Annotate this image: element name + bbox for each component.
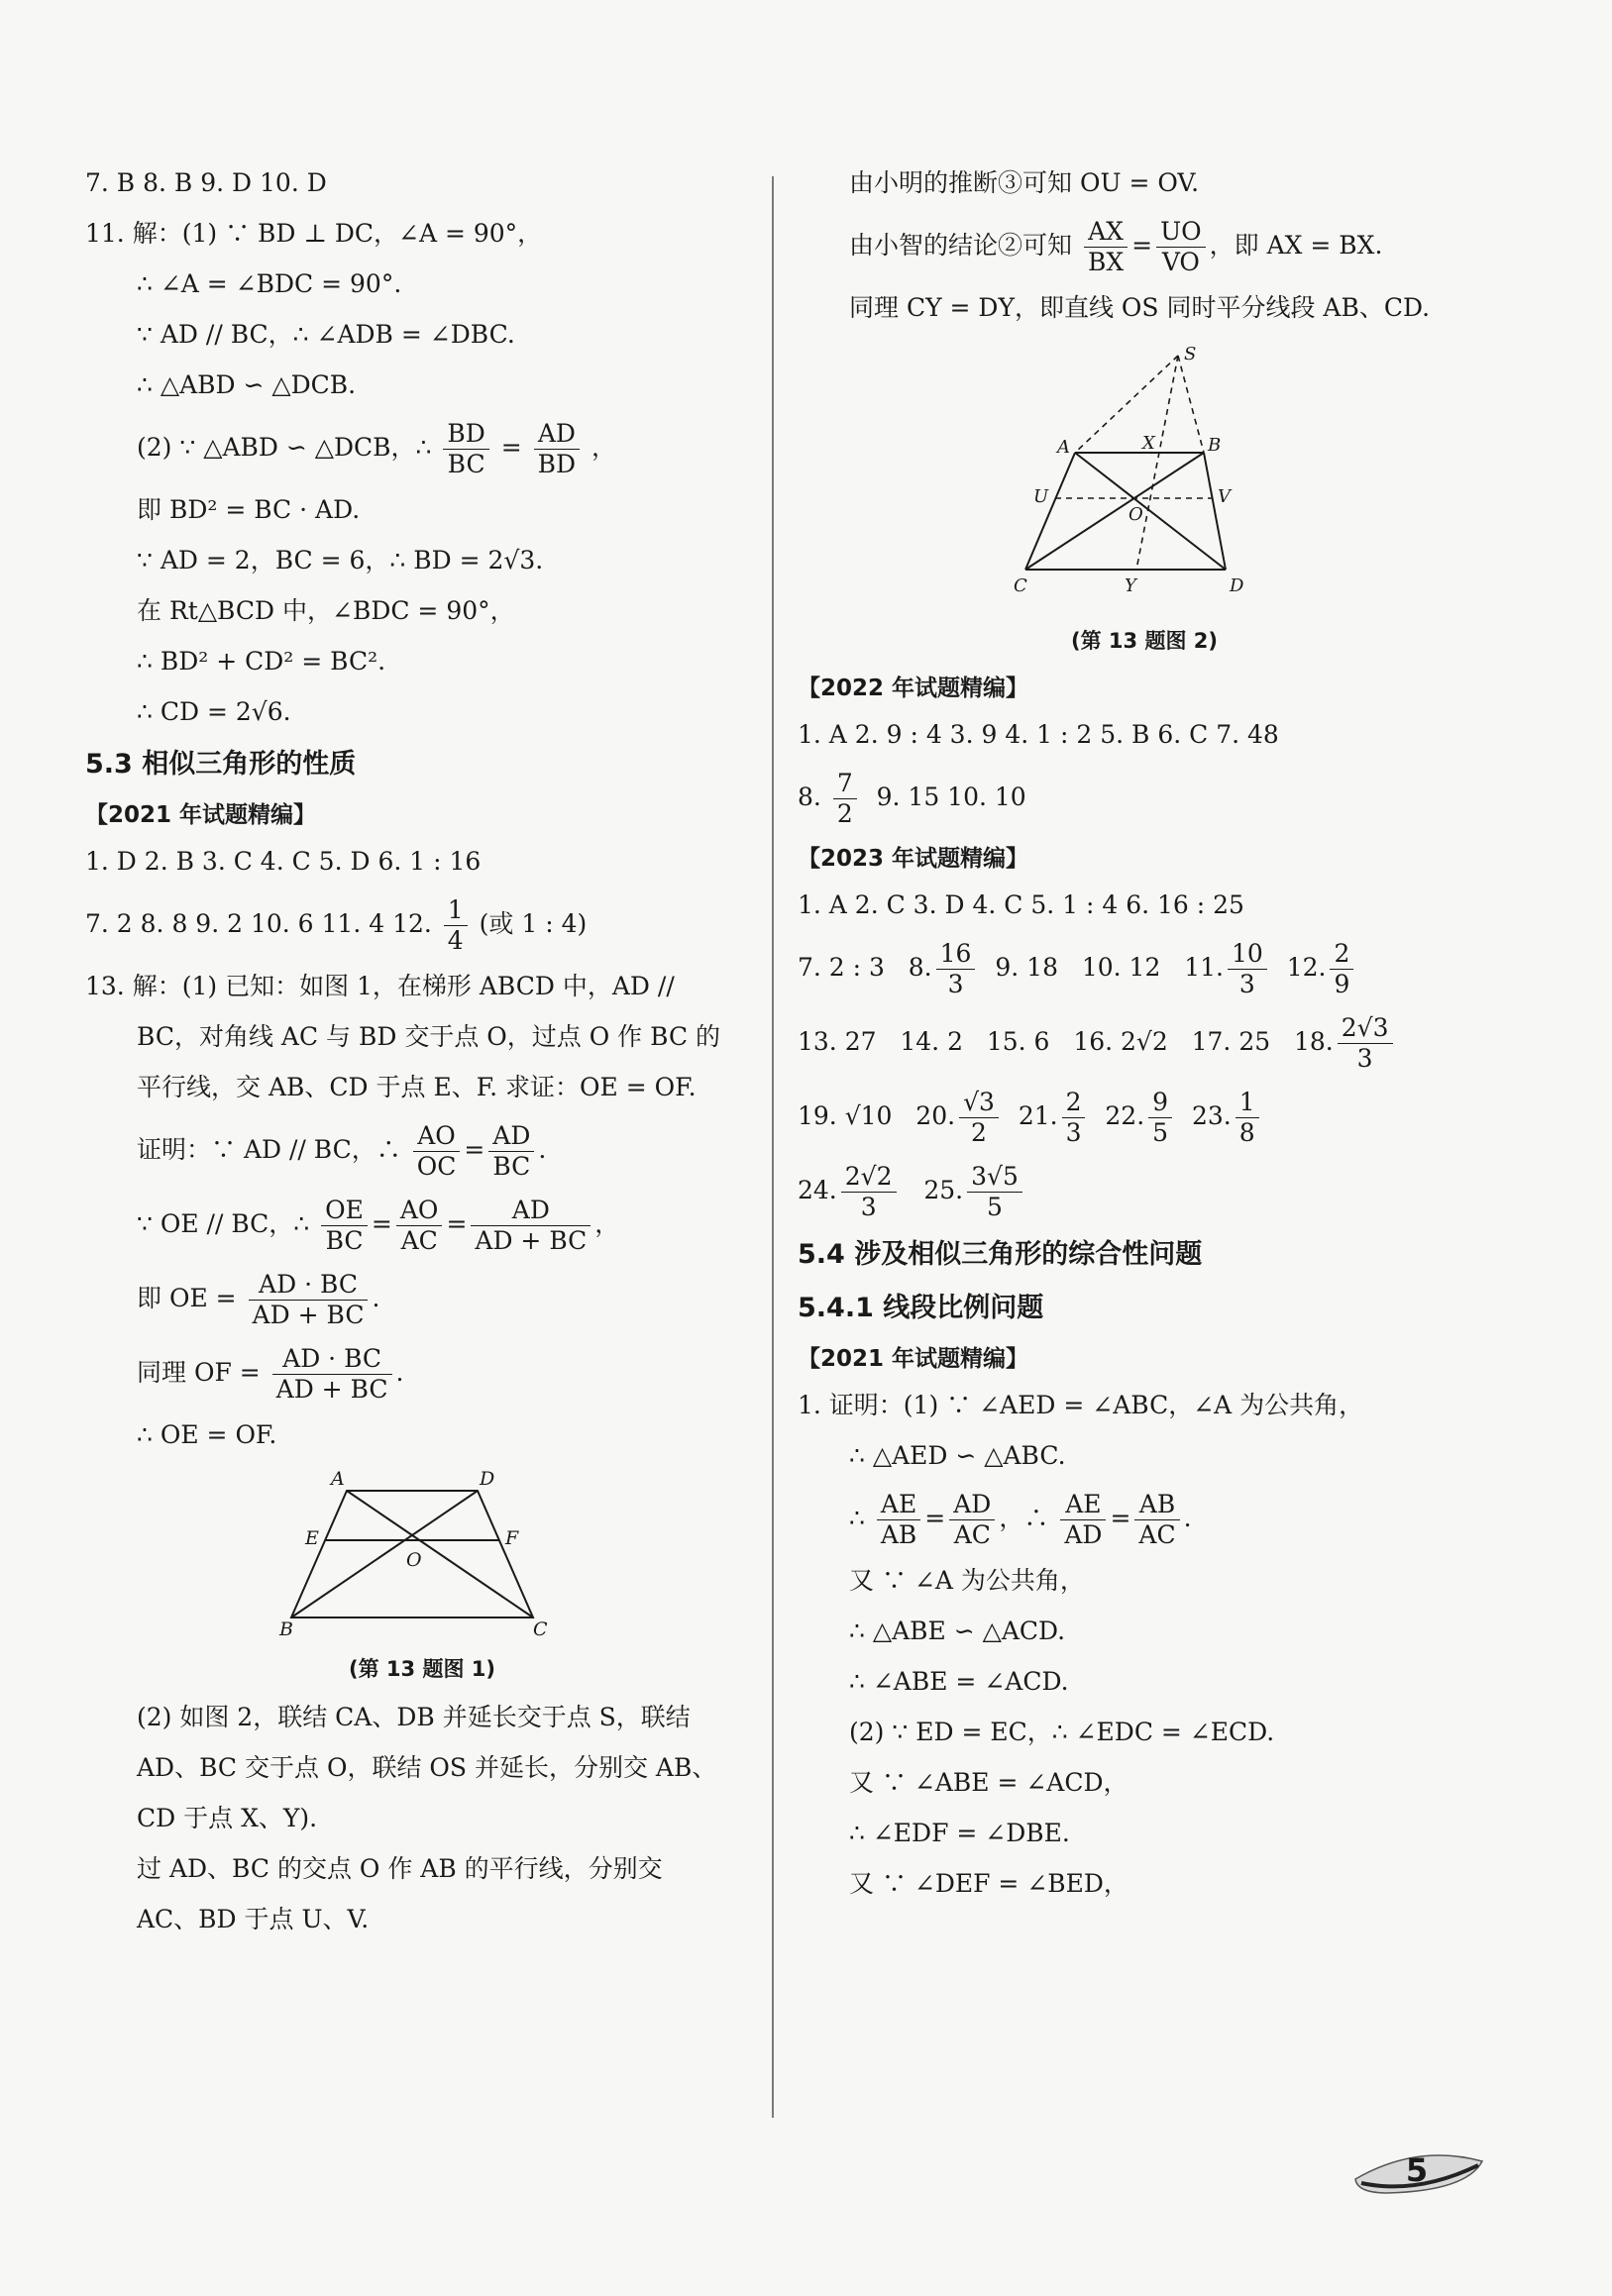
q13-part2-line: AD、BC 交于点 O，联结 OS 并延长，分别交 AB、 — [137, 1753, 717, 1782]
fraction: $\frac{10}{3}$ — [1228, 939, 1267, 999]
fraction: $\frac{AD}{BD}$ — [534, 419, 580, 479]
right-column — [798, 166, 1491, 1918]
label-y: Y — [1125, 575, 1136, 596]
label-a: A — [1057, 437, 1070, 458]
label-f: F — [505, 1527, 519, 1549]
year-heading-2021: 【2021 年试题精编】 — [85, 802, 317, 828]
fraction: $\frac{AO}{OC}$ — [413, 1121, 461, 1182]
pyramid-figure — [996, 342, 1293, 609]
section-heading-5-4: 5.4 涉及相似三角形的综合性问题 — [798, 1239, 1203, 1270]
q11-line: ∴ ∠A = ∠BDC = 90°. — [137, 269, 402, 298]
label-c: C — [1014, 575, 1027, 596]
section-heading-5-3: 5.3 相似三角形的性质 — [85, 749, 357, 780]
label-c: C — [533, 1618, 548, 1637]
q11-line: ∴ △ABD ∽ △DCB. — [137, 370, 357, 399]
answers-1-6: 1. D 2. B 3. C 4. C 5. D 6. 1 : 16 — [85, 847, 482, 876]
label-a: A — [331, 1469, 345, 1490]
label-v: V — [1218, 486, 1231, 507]
dashed-sy — [1136, 356, 1178, 570]
answers-7-12: 7. 2 8. 8 9. 2 10. 6 11. 4 12. $\frac{1}{4}$ (或 1 : 4) — [85, 895, 588, 955]
q13-line: 13. 解：(1) 已知：如图 1，在梯形 ABCD 中，AD // — [85, 972, 675, 1000]
label-b: B — [1208, 435, 1222, 456]
page-number-badge — [1347, 2139, 1486, 2199]
diagonal-ad — [1075, 453, 1226, 570]
label-x: X — [1142, 433, 1155, 454]
fraction: $\frac{AD}{AD + BC}$ — [471, 1196, 591, 1256]
fraction: $\frac{AD}{AC}$ — [949, 1490, 995, 1550]
answers-2023-row4: 19. √10 20. $\frac{√3}{2}$ 21. $\frac{2}{3}$ 22. $\frac{9}{5}$ 23. $\frac{1}{8}$ — [798, 1088, 1491, 1148]
year-heading-2022: 【2022 年试题精编】 — [798, 676, 1029, 701]
fraction: $\frac{UO}{VO}$ — [1156, 217, 1206, 277]
dashed-sa — [1075, 356, 1178, 453]
p1-line: 1. 证明：(1) ∵ ∠AED = ∠ABC，∠A 为公共角， — [798, 1391, 1364, 1419]
q11-line: ∴ BD² + CD² = BC². — [137, 647, 386, 676]
fraction: $\frac{2}{3}$ — [1062, 1088, 1086, 1148]
proof-line: 由小智的结论②可知 $\frac{AX}{BX}$ = $\frac{UO}{VO}$ ，即 AX = BX. — [849, 217, 1383, 276]
proof-line: 同理 CY = DY，即直线 OS 同时平分线段 AB、CD. — [849, 293, 1431, 322]
answers-2023-row3: 13. 27 14. 2 15. 6 16. 2√2 17. 25 18. $\frac{2√3}{3}$ — [798, 1013, 1491, 1074]
p1-line: 又 ∵ ∠ABE = ∠ACD， — [849, 1768, 1128, 1797]
fraction: $\frac{AO}{AC}$ — [396, 1196, 443, 1256]
fraction: $\frac{AB}{AC}$ — [1134, 1490, 1179, 1550]
q13-line: 证明：∵ AD // BC，∴ $\frac{AO}{OC}$ = $\frac{AD}{BC}$ . — [137, 1121, 547, 1181]
fraction: $\frac{7}{2}$ — [833, 769, 857, 829]
diagonal-bc — [1025, 453, 1204, 570]
fraction: $\frac{3√5}{5}$ — [967, 1162, 1022, 1222]
q11-line: (2) ∵ △ABD ∽ △DCB，∴ $\frac{BD}{BC}$ = $\frac{AD}{BD}$ ， — [137, 419, 617, 478]
label-o: O — [406, 1549, 422, 1571]
p1-line: 又 ∵ ∠A 为公共角， — [849, 1566, 1085, 1595]
p1-line: ∴ $\frac{AE}{AB}$ = $\frac{AD}{AC}$ ，∴ $\frac{AE}{AD}$ = $\frac{AB}{AC}$ . — [849, 1490, 1192, 1549]
left-column — [85, 166, 759, 1953]
fraction: $\frac{1}{8}$ — [1236, 1088, 1259, 1148]
p1-line: 又 ∵ ∠DEF = ∠BED， — [849, 1869, 1128, 1898]
figure-2 — [798, 342, 1491, 613]
fraction: $\frac{AE}{AD}$ — [1060, 1490, 1106, 1550]
side-ca — [1025, 453, 1075, 570]
figure-2-caption: (第 13 题图 2) — [1071, 629, 1218, 653]
q13-line: 同理 OF = $\frac{AD \cdot BC}{AD + BC}$ . — [137, 1344, 404, 1404]
trapezoid-figure — [273, 1469, 571, 1637]
q13-line: 即 OE = $\frac{AD \cdot BC}{AD + BC}$ . — [137, 1270, 380, 1329]
q13-part2-line: CD 于点 X、Y). — [137, 1804, 318, 1832]
p1-line: ∴ △ABE ∽ △ACD. — [849, 1617, 1066, 1645]
q13-part2-line: (2) 如图 2，联结 CA、DB 并延长交于点 S，联结 — [137, 1703, 691, 1731]
answers-7-10: 7. B 8. B 9. D 10. D — [85, 168, 327, 197]
fraction: $\frac{2}{9}$ — [1330, 939, 1353, 999]
label-o: O — [1128, 504, 1143, 525]
q11-line: ∵ AD // BC，∴ ∠ADB = ∠DBC. — [137, 320, 515, 349]
q13-part2-line: AC、BD 于点 U、V. — [137, 1905, 370, 1933]
answers-2022-row1: 1. A 2. 9 : 4 3. 9 4. 1 : 2 5. B 6. C 7. 48 — [798, 720, 1279, 749]
figure-1-caption: (第 13 题图 1) — [349, 1657, 495, 1681]
answers-2023-row1: 1. A 2. C 3. D 4. C 5. 1 : 4 6. 16 : 25 — [798, 890, 1244, 919]
q13-line: 平行线，交 AB、CD 于点 E、F. 求证：OE = OF. — [137, 1073, 697, 1101]
q13-line: ∵ OE // BC，∴ $\frac{OE}{BC}$ = $\frac{AO}{AC}$ = $\frac{AD}{AD + BC}$ ， — [137, 1196, 620, 1255]
q11-line: ∴ CD = 2√6. — [137, 697, 291, 726]
column-divider — [772, 176, 774, 2118]
label-u: U — [1033, 486, 1049, 507]
year-heading-2021-b: 【2021 年试题精编】 — [798, 1346, 1029, 1372]
answers-2023-row2: 7. 2 : 3 8. $\frac{16}{3}$ 9. 18 10. 12 11. $\frac{10}{3}$ 12. $\frac{2}{9}$ — [798, 939, 1491, 999]
q11-line: 在 Rt△BCD 中，∠BDC = 90°， — [137, 596, 515, 625]
fraction: $\frac{1}{4}$ — [444, 895, 468, 956]
p1-line: ∴ ∠EDF = ∠DBE. — [849, 1819, 1070, 1847]
fraction: $\frac{2√2}{3}$ — [841, 1162, 897, 1222]
label-b: B — [279, 1618, 293, 1637]
q11-line: 即 BD² = BC · AD. — [137, 495, 361, 524]
p1-line: ∴ ∠ABE = ∠ACD. — [849, 1667, 1069, 1696]
label-s: S — [1184, 344, 1197, 365]
answers-2023-row5: 24. $\frac{2√2}{3}$ 25. $\frac{3√5}{5}$ — [798, 1162, 1491, 1222]
p1-line: ∴ △AED ∽ △ABC. — [849, 1441, 1066, 1470]
q11-line: ∵ AD = 2，BC = 6，∴ BD = 2√3. — [137, 546, 544, 574]
side-bd — [1204, 453, 1226, 570]
fraction: $\frac{BD}{BC}$ — [443, 419, 488, 479]
fraction: $\frac{√3}{2}$ — [959, 1088, 999, 1148]
label-e: E — [305, 1527, 319, 1549]
fraction: $\frac{AD \cdot BC}{AD + BC}$ — [249, 1270, 369, 1330]
p1-line: (2) ∵ ED = EC，∴ ∠EDC = ∠ECD. — [849, 1718, 1275, 1746]
dashed-sb — [1178, 356, 1204, 453]
fraction: $\frac{9}{5}$ — [1148, 1088, 1172, 1148]
fraction: $\frac{AD}{BC}$ — [488, 1121, 534, 1182]
fraction: $\frac{AD \cdot BC}{AD + BC}$ — [272, 1344, 392, 1405]
fraction: $\frac{2√3}{3}$ — [1338, 1013, 1393, 1074]
fraction: $\frac{AE}{AB}$ — [877, 1490, 920, 1550]
proof-line: 由小明的推断③可知 OU = OV. — [849, 168, 1200, 197]
page-number: 5 — [1405, 2151, 1429, 2189]
answers-2022-row2: 8. $\frac{7}{2}$ 9. 15 10. 10 — [798, 769, 1026, 828]
figure-1 — [85, 1469, 759, 1641]
fraction: $\frac{OE}{BC}$ — [321, 1196, 368, 1256]
fraction: $\frac{AX}{BX}$ — [1084, 217, 1128, 277]
q11-head: 11. 解：(1) ∵ BD ⊥ DC，∠A = 90°， — [85, 219, 543, 248]
q13-line: BC，对角线 AC 与 BD 交于点 O，过点 O 作 BC 的 — [137, 1022, 721, 1051]
label-d: D — [480, 1469, 495, 1490]
q13-line: ∴ OE = OF. — [137, 1420, 277, 1449]
label-d: D — [1230, 575, 1244, 596]
section-heading-5-4-1: 5.4.1 线段比例问题 — [798, 1293, 1044, 1323]
year-heading-2023: 【2023 年试题精编】 — [798, 846, 1029, 872]
q13-part2-line: 过 AD、BC 的交点 O 作 AB 的平行线，分别交 — [137, 1854, 663, 1883]
fraction: $\frac{16}{3}$ — [936, 939, 976, 999]
